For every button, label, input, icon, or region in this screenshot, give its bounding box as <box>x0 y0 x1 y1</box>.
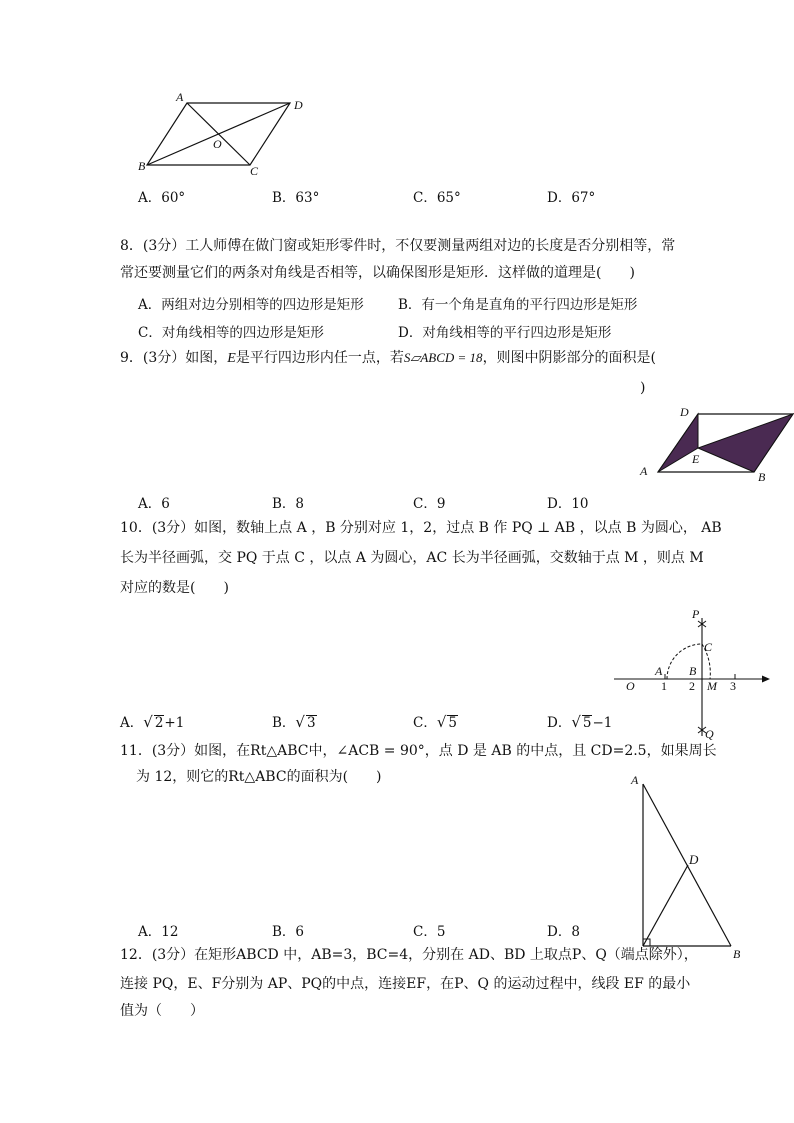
q7-option-c[interactable]: C．65° <box>413 190 461 206</box>
q9-label-b: B <box>758 470 766 484</box>
q10-label-b: B <box>689 664 697 678</box>
q10-option-d[interactable]: D．√ 5−1 <box>547 713 613 731</box>
q9-option-c[interactable]: C．9 <box>413 496 446 512</box>
q10-option-a-tail: +1 <box>164 715 185 731</box>
q11-option-d[interactable]: D．8 <box>547 924 580 940</box>
q11-label-d: D <box>689 852 699 867</box>
q7-label-d: D <box>294 98 303 112</box>
q10-option-b-radicand: 3 <box>306 715 316 731</box>
q8-stem-line1: 8．(3分）工人师傅在做门窗或矩形零件时，不仅要测量两组对边的长度是否分别相等，常 <box>120 238 676 254</box>
q10-number-line-figure <box>610 608 775 748</box>
q8-option-a[interactable]: A．两组对边分别相等的四边形是矩形 <box>138 297 364 313</box>
q7-option-d[interactable]: D．67° <box>547 190 596 206</box>
q8-option-b[interactable]: B．有一个角是直角的平行四边形是矩形 <box>398 297 638 313</box>
q12-stem-line3: 值为（ ） <box>120 1003 204 1019</box>
q10-option-d-letter: D． <box>547 715 572 731</box>
q10-label-p: P <box>692 607 700 621</box>
q10-label-m: M <box>707 679 717 693</box>
q10-option-a[interactable]: A．√ 2+1 <box>120 713 185 731</box>
q9-option-d[interactable]: D．10 <box>547 496 589 512</box>
q9-point-e: E <box>227 351 236 366</box>
q9-option-b[interactable]: B．8 <box>272 496 305 512</box>
q7-label-c: C <box>250 164 259 178</box>
q10-tick-3: 3 <box>730 679 736 693</box>
q10-label-q: Q <box>705 727 714 741</box>
q11-label-b: B <box>733 947 741 961</box>
q12-stem-line2: 连接 PQ，E、F分别为 AP、PQ的中点，连接EF，在P、Q 的运动过程中，线段 EF 的最小 <box>120 976 691 992</box>
q8-option-c[interactable]: C．对角线相等的四边形是矩形 <box>138 325 324 341</box>
q10-label-c: C <box>704 640 713 654</box>
q9-suffix: ，则图中阴影部分的面积是( <box>482 350 657 366</box>
q10-option-d-radicand: 5 <box>582 715 592 731</box>
q7-label-o: O <box>213 137 222 151</box>
q9-area-formula: S▱ABCD = 18 <box>403 350 483 365</box>
q7-label-b: B <box>138 159 146 173</box>
q11-right-triangle-figure <box>625 770 760 965</box>
q7-parallelogram-figure <box>130 90 330 180</box>
q10-label-o: O <box>626 679 635 693</box>
q9-close-paren: ) <box>640 380 646 396</box>
q10-tick-1: 1 <box>661 679 667 693</box>
q11-option-b[interactable]: B．6 <box>272 924 305 940</box>
q7-option-b[interactable]: B．63° <box>272 190 320 206</box>
q10-stem-line3: 对应的数是( ) <box>120 580 229 596</box>
q7-label-a: A <box>176 90 184 104</box>
q9-middle: 是平行四边形内任一点，若 <box>235 350 404 366</box>
q11-stem-line2: 为 12，则它的Rt△ABC的面积为( ) <box>136 769 382 785</box>
q10-option-a-radicand: 2 <box>154 715 164 731</box>
q10-option-c[interactable]: C．√ 5 <box>413 713 457 731</box>
q9-label-d: D <box>680 405 689 419</box>
q11-label-a: A <box>631 773 639 787</box>
q10-option-d-tail: −1 <box>592 715 613 731</box>
q10-option-a-letter: A． <box>120 715 144 731</box>
q10-stem-line1: 10．(3分）如图，数轴上点 A ，B 分别对应 1，2，过点 B 作 PQ ⊥ AB ，以点 B 为圆心， AB <box>120 520 722 536</box>
q9-shaded-parallelogram-figure <box>636 402 794 487</box>
q9-stem <box>120 348 656 369</box>
q9-prefix: 9．(3分）如图， <box>120 350 228 366</box>
q9-label-e: E <box>692 452 700 466</box>
q9-option-a[interactable]: A．6 <box>138 496 170 512</box>
q10-option-b[interactable]: B．√ 3 <box>272 713 316 731</box>
q11-option-c[interactable]: C．5 <box>413 924 446 940</box>
q10-option-c-letter: C． <box>413 715 437 731</box>
q8-stem-line2: 常还要测量它们的两条对角线是否相等，以确保图形是矩形．这样做的道理是( ) <box>120 265 635 281</box>
q10-label-a: A <box>655 664 663 678</box>
q9-label-a: A <box>640 464 648 478</box>
q10-option-c-radicand: 5 <box>448 715 457 731</box>
q8-option-d[interactable]: D．对角线相等的平行四边形是矩形 <box>398 325 612 341</box>
q10-option-b-letter: B． <box>272 715 296 731</box>
q11-option-a[interactable]: A．12 <box>138 924 179 940</box>
q10-tick-2: 2 <box>689 679 695 693</box>
q11-stem-line1: 11．(3分）如图，在Rt△ABC中，∠ACB = 90°，点 D 是 AB 的中点，且 CD=2.5，如果周长 <box>120 743 717 759</box>
q7-option-a[interactable]: A．60° <box>138 190 186 206</box>
q10-stem-line2: 长为半径画弧，交 PQ 于点 C ，以点 A 为圆心，AC 长为半径画弧，交数轴于点 M ，则点 M <box>120 550 704 566</box>
q12-stem-line1: 12．(3分）在矩形ABCD 中，AB=3，BC=4，分别在 AD、BD 上取点P、Q（端点除外）， <box>120 947 698 963</box>
